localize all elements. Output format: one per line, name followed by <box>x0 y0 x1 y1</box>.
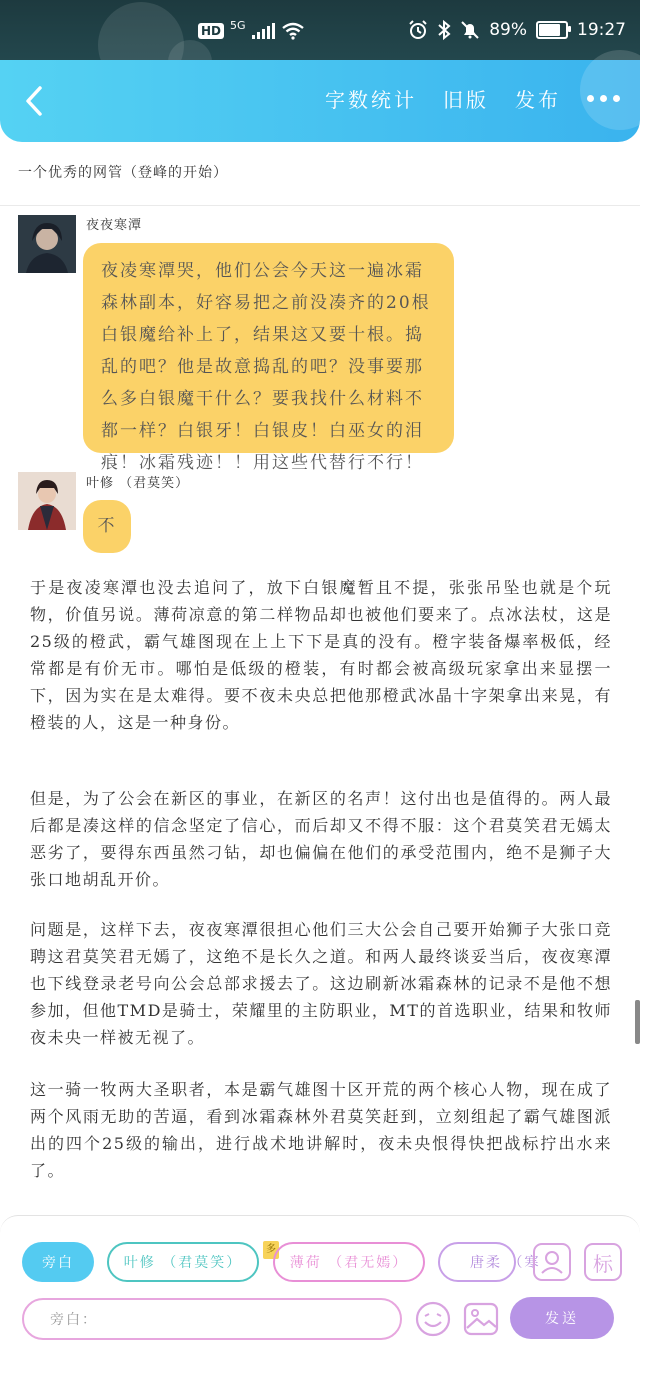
narration-paragraph: 于是夜凌寒潭也没去追问了，放下白银魔暂且不提，张张吊坠也就是个玩物，价值另说。薄荷凉意的第二样物品却也被他们要来了。点冰法杖，这是25级的橙武，霸气雄图现在上上下下是真的没有。橙字装备爆率极低，经常都是有价无市。哪怕是低级的橙装，有时都会被高级玩家拿出来显摆一下，因为实在是太难得。要不夜未央总把他那橙武冰晶十字架拿出来晃，有橙装的人，这是一种身份。 <box>30 578 612 732</box>
avatar[interactable] <box>18 472 76 530</box>
wifi-icon <box>281 22 305 40</box>
status-bar <box>0 0 640 60</box>
sender-name: 叶修 （君莫笑） <box>86 476 190 491</box>
message-input[interactable] <box>22 1298 402 1340</box>
narration-paragraph: 但是，为了公会在新区的事业，在新区的名声！这付出也是值得的。两人最后都是凑这样的信念坚定了信心，而后却又不得不服：这个君莫笑君无嫣太恶劣了，要得东西虽然刁钻，却也偏偏在他们的承受范围内，绝不是狮子大张口地胡乱开价。 <box>30 789 612 889</box>
role-chip-bohe[interactable]: 薄荷 （君无嫣） <box>273 1242 425 1282</box>
character-icon[interactable] <box>533 1243 571 1281</box>
input-placeholder: 旁白： <box>50 1312 98 1328</box>
role-chip-yexiu[interactable]: 叶修 （君莫笑） <box>107 1242 259 1282</box>
chapter-title: 一个优秀的网管（登峰的开始） <box>18 165 228 181</box>
emoji-icon[interactable] <box>414 1300 452 1338</box>
word-count-button[interactable]: 字数统计 <box>325 88 417 112</box>
old-version-button[interactable]: 旧版 <box>443 88 489 112</box>
header-actions <box>325 84 620 113</box>
tag-icon[interactable] <box>584 1243 622 1281</box>
avatar[interactable] <box>18 215 76 273</box>
publish-button[interactable]: 发布 <box>515 88 561 112</box>
app-header <box>0 60 640 142</box>
divider <box>0 205 640 206</box>
sender-name: 夜夜寒潭 <box>86 218 143 233</box>
status-left <box>198 18 305 40</box>
network-label: 5G <box>230 18 246 32</box>
image-icon[interactable] <box>462 1300 500 1338</box>
alarm-icon <box>408 20 428 40</box>
clock: 19:27 <box>577 20 626 40</box>
signal-icon <box>252 23 275 39</box>
narration-paragraph: 这一骑一牧两大圣职者，本是霸气雄图十区开荒的两个核心人物，现在成了两个风雨无助的苦逼，看到冰霜森林外君莫笑赶到，立刻组起了霸气雄图派出的四个25级的输出，进行战术地讲解时，夜未央恨得快把战标拧出水来了。 <box>30 1080 612 1180</box>
battery-icon <box>536 21 568 39</box>
mute-bell-icon <box>460 20 480 40</box>
narration-paragraph: 问题是，这样下去，夜夜寒潭很担心他们三大公会自己要开始狮子大张口竞聘这君莫笑君无嫣了，这绝不是长久之道。和两人最终谈妥当后，夜夜寒潭也下线登录老号向公会总部求援去了。这边刷新冰霜森林的记录不是他不想参加，但他TMD是骑士，荣耀里的主防职业，MT的首选职业，结果和牧师夜未央一样被无视了。 <box>30 920 612 1047</box>
scrollbar-thumb[interactable] <box>635 1000 640 1044</box>
back-arrow-icon[interactable] <box>20 86 50 116</box>
bluetooth-icon <box>437 20 451 40</box>
more-icon[interactable] <box>587 95 620 102</box>
message-bubble[interactable] <box>83 500 131 553</box>
flag-badge: 多 <box>263 1241 279 1259</box>
role-chip-tangrou[interactable]: 唐柔 （寒 <box>438 1242 516 1282</box>
tag-icon-label: 标 <box>593 1251 613 1276</box>
status-right <box>408 20 626 40</box>
hd-badge: HD <box>198 23 224 39</box>
message-text: 夜凌寒潭哭，他们公会今天这一遍冰霜森林副本，好容易把之前没凑齐的20根白银魔给补上了，结果这又要十根。捣乱的吧？他是故意捣乱的吧？没事要那么多白银魔干什么？要我找什么材料不都一样？白银牙！白银皮！白巫女的泪痕！冰霜残迹！！用这些代替行不行！ <box>101 261 431 473</box>
role-chip-narrator[interactable]: 旁白 <box>22 1242 94 1282</box>
battery-percent: 89% <box>489 20 527 40</box>
message-bubble[interactable] <box>83 243 454 473</box>
send-button[interactable]: 发送 <box>510 1297 614 1339</box>
message-text: 不 <box>97 516 117 536</box>
battery-fill <box>539 24 560 36</box>
